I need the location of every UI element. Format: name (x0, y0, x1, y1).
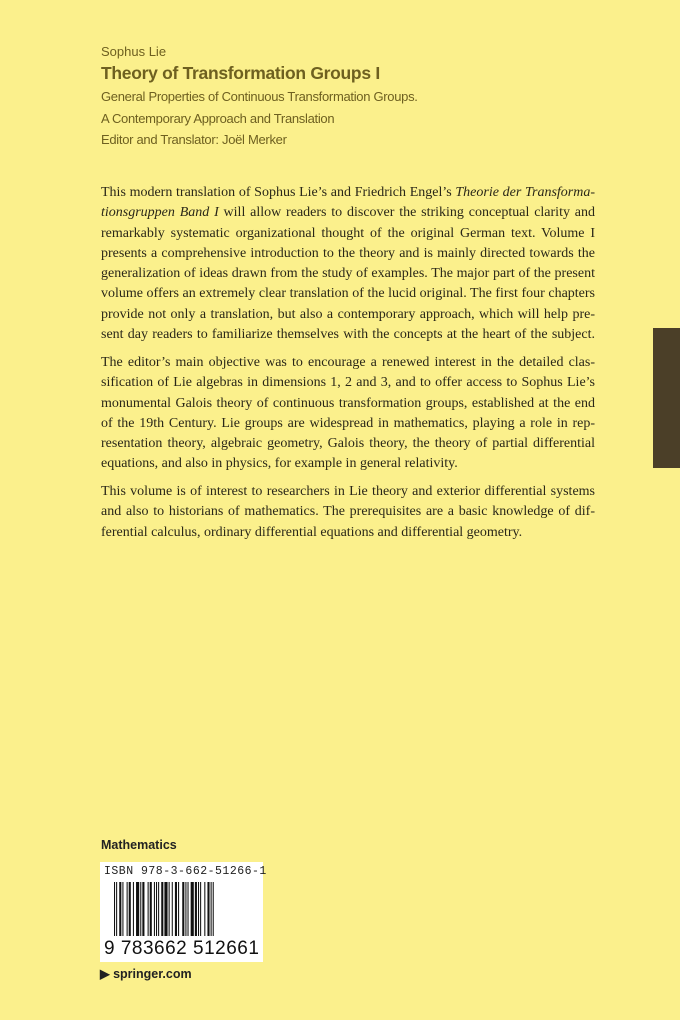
barcode-bar (154, 882, 155, 936)
barcode-bar (178, 882, 179, 936)
subtitle-approach: A Contemporary Approach and Translation (101, 111, 335, 126)
italic-title: tionsgruppen Band I (101, 205, 219, 221)
barcode-bar (140, 882, 141, 936)
barcode-bar (148, 882, 149, 936)
barcode-bar (127, 882, 128, 936)
spine-color-tab (653, 328, 680, 468)
description-paragraph-1 (101, 183, 595, 345)
barcode-bars (114, 882, 254, 936)
text-line: volume offers an extremely clear translation of the lucid original. The first four chapters (101, 286, 595, 302)
text-line: This volume is of interest to researchers in Lie theory and exterior differential systems (101, 484, 595, 499)
barcode-bar (133, 882, 134, 936)
isbn-text: ISBN 978-3-662-51266-1 (104, 865, 267, 878)
editor-line: Editor and Translator: Joël Merker (101, 132, 287, 147)
barcode-bar (169, 882, 170, 936)
barcode-bar (158, 882, 159, 936)
barcode-bar (161, 882, 163, 936)
text-line: sification of Lie algebras in dimensions 1, 2 and 3, and to offer access to Sophus Lie’s (101, 375, 595, 391)
barcode-bar (122, 882, 123, 936)
text-line (101, 203, 595, 223)
barcode-bar (156, 882, 157, 936)
text-line: equations, and also in physics, for example in general relativity. (101, 456, 458, 472)
barcode-bar (150, 882, 152, 936)
barcode-bar (129, 882, 131, 936)
text: will allow readers to discover the striking conceptual clarity and (218, 205, 595, 221)
text-line: The editor’s main objective was to encourage a renewed interest in the detailed clas- (101, 355, 595, 370)
text-line: of the 19th Century. Lie groups are widespread in mathematics, playing a role in rep- (101, 415, 595, 431)
text-line: sent day readers to familiarize themselves with the concepts at the heart of the subject. (101, 327, 595, 343)
barcode-bar (198, 882, 199, 936)
barcode-bar (175, 882, 177, 936)
subtitle: General Properties of Continuous Transformation Groups. (101, 89, 418, 104)
author-name: Sophus Lie (101, 44, 167, 59)
text-line: monumental Galois theory of continuous transformation groups, established at the end (101, 395, 595, 411)
barcode-bar (119, 882, 121, 936)
book-title: Theory of Transformation Groups I (101, 63, 380, 83)
subject-category: Mathematics (101, 838, 177, 852)
barcode-bar (204, 882, 205, 936)
description-paragraph-3 (101, 482, 595, 543)
arrow-right-icon: ▶ (100, 967, 114, 981)
text-line: resentation theory, algebraic geometry, Galois theory, the theory of partial differential (101, 436, 595, 452)
text-line (101, 183, 595, 203)
barcode-bar (182, 882, 184, 936)
barcode-bar (172, 882, 173, 936)
barcode-bar (142, 882, 144, 936)
barcode-bar (136, 882, 139, 936)
text-line: ferential calculus, ordinary differential equations and differential geometry. (101, 524, 523, 540)
barcode-bar (213, 882, 214, 936)
text-line: remarkably systematic organizational thought of the original German text. Volume I (101, 225, 595, 241)
italic-title: Theorie der Transforma- (455, 185, 596, 200)
ean-number: 9 783662 512661 (104, 938, 260, 959)
text-line: provide not only a translation, but also a contemporary approach, which will help pre- (101, 306, 595, 322)
text-line: presents a comprehensive introduction to the theory and is mainly directed towards the (101, 245, 595, 261)
publisher-link[interactable] (100, 967, 192, 982)
isbn-barcode (100, 862, 267, 962)
text-line: generalization of ideas drawn from the study of examples. The major part of the present (101, 266, 595, 282)
barcode-bar (188, 882, 189, 936)
barcode-bar (195, 882, 197, 936)
barcode-bar (164, 882, 167, 936)
barcode-bar (114, 882, 115, 936)
barcode-bar (200, 882, 201, 936)
barcode-bar (185, 882, 186, 936)
barcode-bar (116, 882, 117, 936)
description-paragraph-2 (101, 353, 595, 475)
barcode-bar (211, 882, 212, 936)
barcode-bar (207, 882, 209, 936)
barcode-bar (191, 882, 194, 936)
publisher-url: springer.com (113, 967, 192, 981)
text-line: and also to historians of mathematics. The prerequisites are a basic knowledge of dif- (101, 504, 595, 520)
text: This modern translation of Sophus Lie’s and Friedrich Engel’s (101, 185, 456, 200)
